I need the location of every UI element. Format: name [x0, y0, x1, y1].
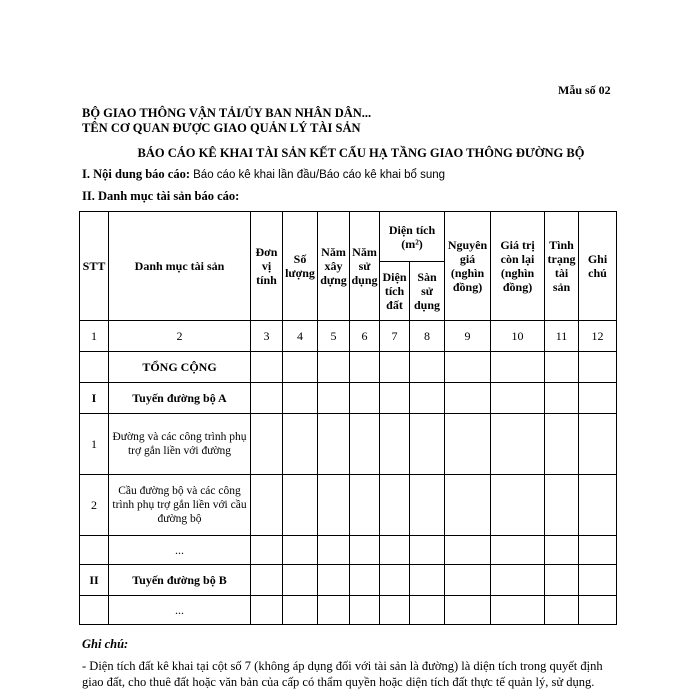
column-number: 4	[283, 321, 318, 352]
header-year-built: Năm xây dựng	[318, 212, 350, 321]
notes-text: - Diện tích đất kê khai tại cột số 7 (không áp dụng đối với tài sản là đường) là diện tích trong quyết định giao đất, cho thuê đất hoặc văn bản của cấp có thẩm quyền hoặc diện tích đất thực tế quản lý, sử dụng.	[82, 659, 603, 689]
row-name: Tuyến đường bộ A	[109, 383, 251, 414]
row-stt	[80, 536, 109, 565]
row-stt: 2	[80, 475, 109, 536]
header-stt: STT	[80, 212, 109, 321]
row-name: Tuyến đường bộ B	[109, 565, 251, 596]
header-floor-area: Sàn sử dụng	[410, 262, 445, 321]
column-number: 10	[491, 321, 545, 352]
column-number: 3	[251, 321, 283, 352]
header-year-used: Năm sử dụng	[350, 212, 380, 321]
column-number-row	[80, 321, 617, 352]
header-status: Tình trạng tài sản	[545, 212, 579, 321]
header-unit: Đơn vị tính	[251, 212, 283, 321]
report-title: BÁO CÁO KÊ KHAI TÀI SẢN KẾT CẤU HẠ TẦNG GIAO THÔNG ĐƯỜNG BỘ	[137, 146, 585, 160]
section1-label: I. Nội dung báo cáo:	[82, 167, 191, 181]
ministry-heading: BỘ GIAO THÔNG VẬN TẢI/ỦY BAN NHÂN DÂN...	[82, 106, 372, 120]
column-number: 8	[410, 321, 445, 352]
header-asset-list: Danh mục tài sản	[109, 212, 251, 321]
agency-heading: TÊN CƠ QUAN ĐƯỢC GIAO QUẢN LÝ TÀI SẢN	[82, 121, 361, 135]
column-number: 1	[80, 321, 109, 352]
row-stt: 1	[80, 414, 109, 475]
asset-table	[79, 211, 617, 625]
row-name: Cầu đường bộ và các công trình phụ trợ gắn liền với cầu đường bộ	[109, 475, 251, 536]
column-number: 6	[350, 321, 380, 352]
row-stt	[80, 596, 109, 625]
table-row	[80, 414, 617, 475]
row-name: TỔNG CỘNG	[109, 352, 251, 383]
header-original-value: Nguyên giá (nghìn đồng)	[445, 212, 491, 321]
column-number: 7	[380, 321, 410, 352]
row-stt: II	[80, 565, 109, 596]
table-header-row	[80, 212, 617, 262]
column-number: 11	[545, 321, 579, 352]
section1-content: Báo cáo kê khai lần đầu/Báo cáo kê khai bổ sung	[193, 169, 446, 181]
column-number: 9	[445, 321, 491, 352]
column-number: 12	[579, 321, 617, 352]
row-name: Đường và các công trình phụ trợ gắn liền với đường	[109, 414, 251, 475]
row-stt: I	[80, 383, 109, 414]
row-name: ...	[109, 536, 251, 565]
section-report-content	[82, 167, 445, 182]
form-number: Mẫu số 02	[558, 83, 611, 97]
row-stt	[80, 352, 109, 383]
header-note: Ghi chú	[579, 212, 617, 321]
table-row	[80, 596, 617, 625]
header-area: Diện tích (m²)	[380, 212, 445, 262]
table-row	[80, 565, 617, 596]
header-remaining-value: Giá trị còn lại (nghìn đồng)	[491, 212, 545, 321]
header-land-area: Diện tích đất	[380, 262, 410, 321]
table-row	[80, 383, 617, 414]
table-row	[80, 352, 617, 383]
column-number: 5	[318, 321, 350, 352]
section-asset-list: II. Danh mục tài sản báo cáo:	[82, 189, 240, 203]
column-number: 2	[109, 321, 251, 352]
table-row	[80, 475, 617, 536]
notes-title: Ghi chú:	[82, 637, 129, 651]
table-row	[80, 536, 617, 565]
header-quantity: Số lượng	[283, 212, 318, 321]
row-name: ...	[109, 596, 251, 625]
